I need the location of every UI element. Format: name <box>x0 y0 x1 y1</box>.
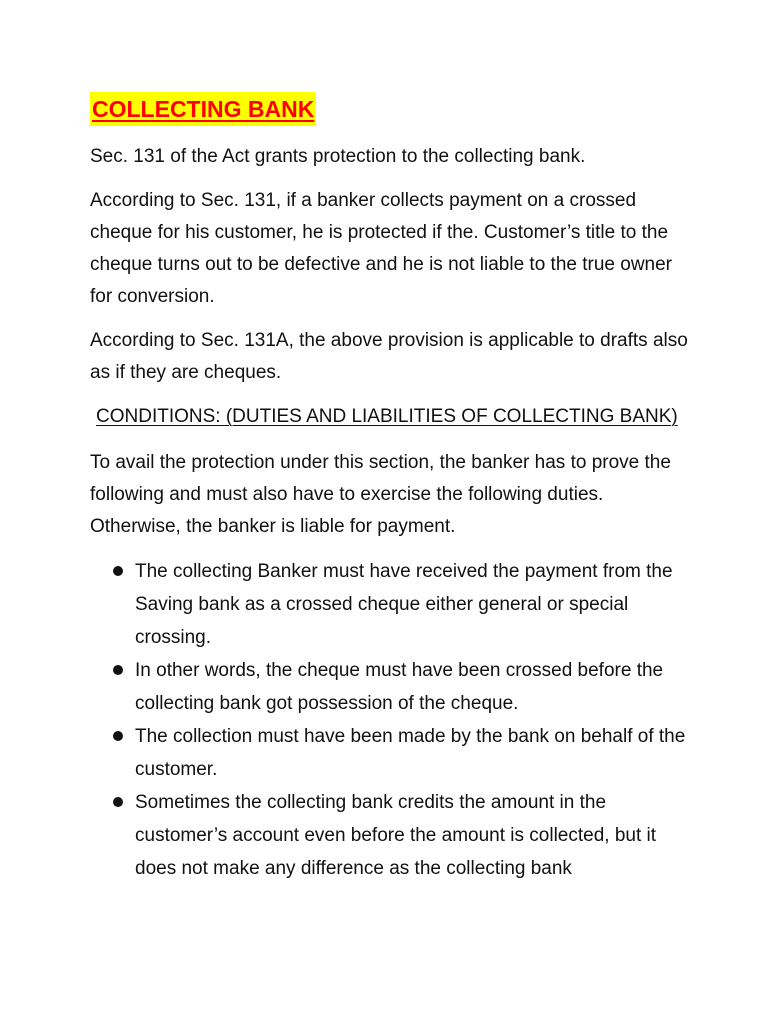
list-item <box>90 786 690 885</box>
list-item-text: In other words, the cheque must have been crossed before the collecting bank got possession of the cheque. <box>135 660 664 714</box>
bullet-icon <box>113 665 123 675</box>
bullet-icon <box>113 731 123 741</box>
bullet-icon <box>113 566 123 576</box>
duties-list <box>90 555 690 885</box>
paragraph-sec-131a: According to Sec. 131A, the above provision is applicable to drafts also as if they are cheques. <box>90 330 688 383</box>
list-item-text: The collection must have been made by the bank on behalf of the customer. <box>135 726 686 780</box>
conditions-heading: CONDITIONS: (DUTIES AND LIABILITIES OF COLLECTING BANK) <box>96 406 678 427</box>
conditions-intro: To avail the protection under this section, the banker has to prove the following and must also have to exercise the following duties. Otherwise, the banker is liable for payment. <box>90 452 671 537</box>
document-content <box>90 92 690 885</box>
paragraph-protection-details: According to Sec. 131, if a banker collects payment on a crossed cheque for his customer, he is protected if the. Customer’s title to the cheque turns out to be defective and he is not liable to the true owner for conversion. <box>90 190 672 307</box>
list-item <box>90 555 690 654</box>
list-item-text: The collecting Banker must have received the payment from the Saving bank as a crossed cheque either general or special crossing. <box>135 561 673 648</box>
page-heading: COLLECTING BANK <box>90 92 316 126</box>
list-item <box>90 720 690 786</box>
bullet-icon <box>113 797 123 807</box>
list-item-text: Sometimes the collecting bank credits the amount in the customer’s account even before the amount is collected, but it does not make any difference as the collecting bank <box>135 792 657 879</box>
paragraph-sec-131: Sec. 131 of the Act grants protection to the collecting bank. <box>90 146 586 167</box>
list-item <box>90 654 690 720</box>
